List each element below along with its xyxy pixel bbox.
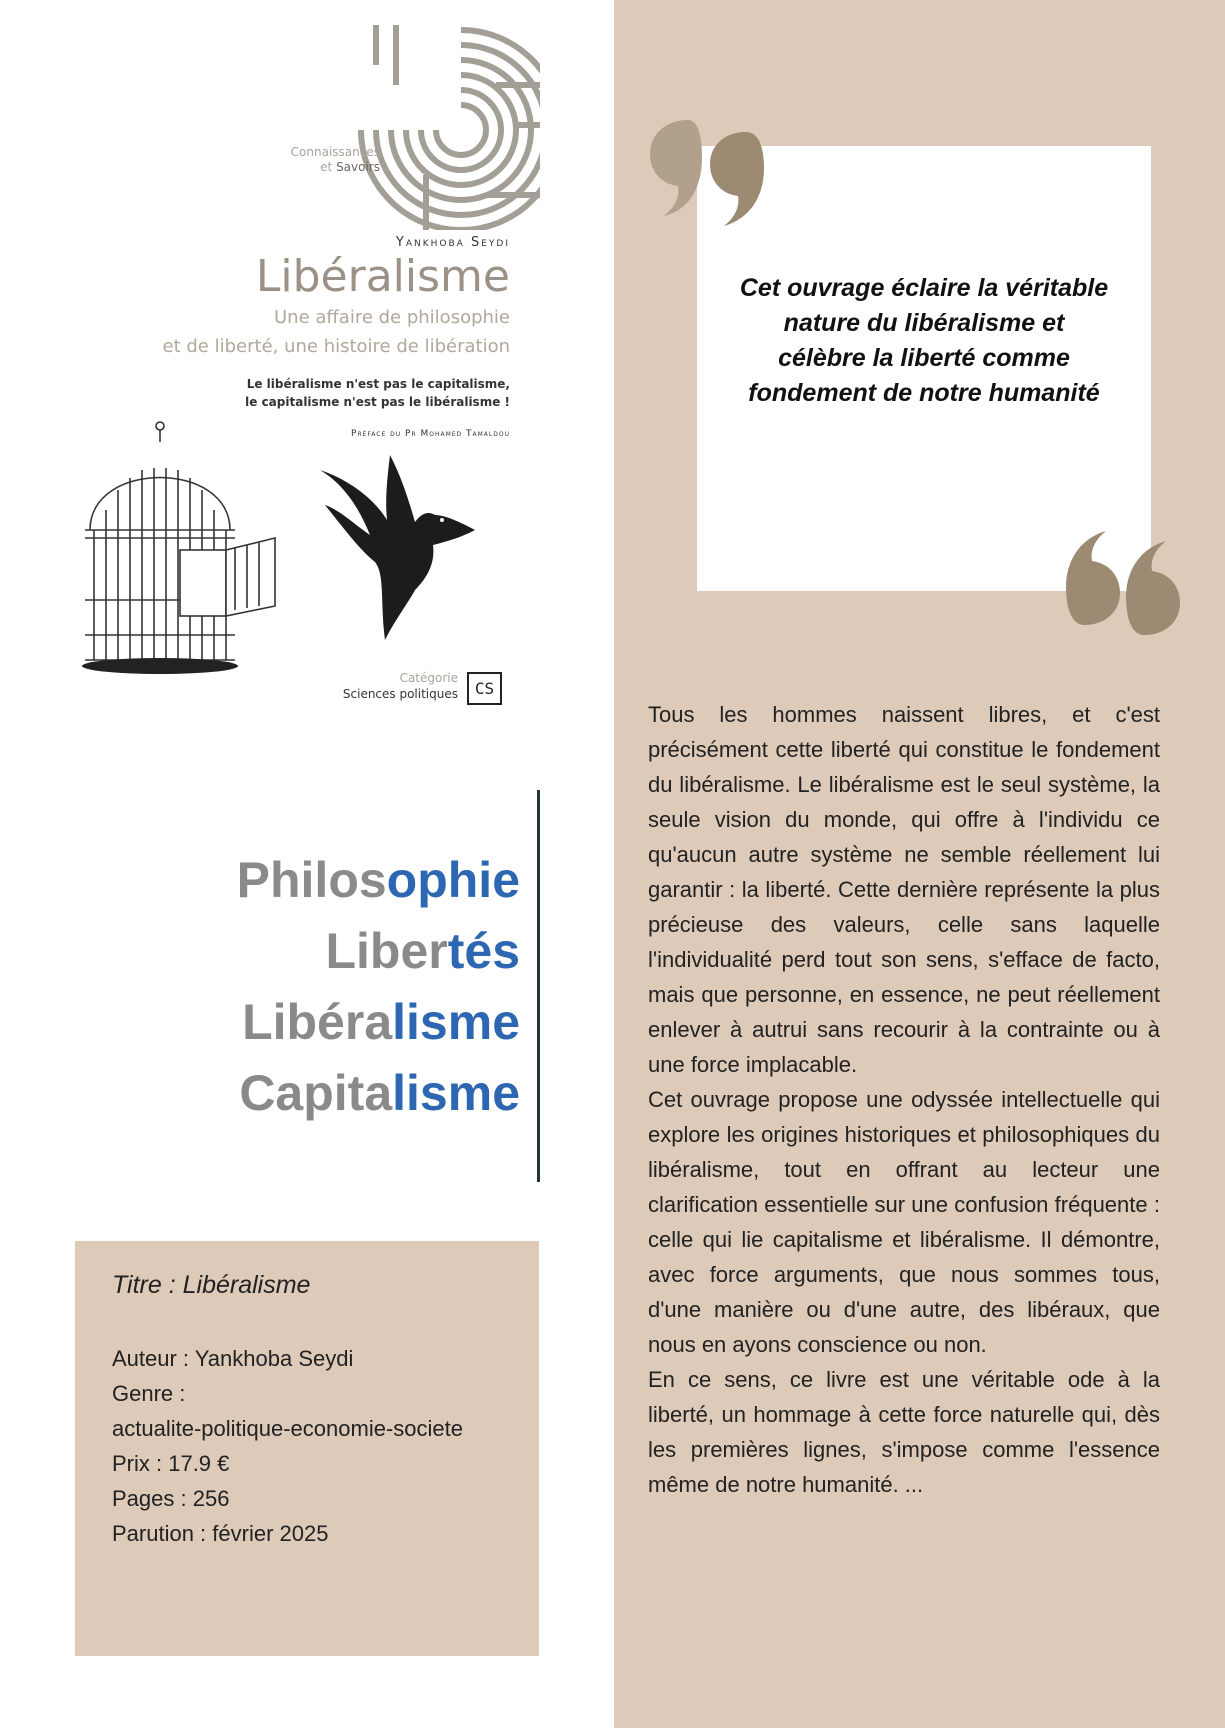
info-pages: Pages : 256 (112, 1486, 230, 1511)
description-paragraph-3: En ce sens, ce livre est une véritable ode à la liberté, un hommage à cette force naturelle qui, dès les premières lignes, s'impose comme l'essence même de notre humanité. ... (648, 1367, 1160, 1497)
description-text (648, 697, 1160, 1502)
info-title: Titre : Libéralisme (112, 1271, 311, 1299)
description-paragraph-1: Tous les hommes naissent libres, et c'est précisément cette liberté qui constitue le fondement du libéralisme. Le libéralisme est le seul système, la seule vision du monde, qui offre à l'individu ce qu'aucun autre système ne semble réellement lui garantir : la liberté. Cette dernière représente la plus précieuse des valeurs, celle sans laquelle l'individualité perd tout son sens, s'efface de facto, mais que personne, en essence, ne peut réellement enlever à autrui sans recourir à la contrainte ou à une force implacable. (648, 702, 1160, 1077)
open-quote-icon (650, 120, 770, 230)
cover-title: Libéralisme (255, 251, 510, 302)
quote-text: Cet ouvrage éclaire la véritable nature du libéralisme et célèbre la liberté comme fondement de notre humanité (739, 274, 1109, 407)
keyword-capitalisme: Capitalisme (239, 1065, 520, 1121)
keyword-philosophie: Philosophie (236, 852, 520, 908)
cover-subtitle-2: et de liberté, une histoire de libération (162, 336, 510, 357)
category-badge: CS (467, 672, 502, 705)
description-paragraph-2: Cet ouvrage propose une odyssée intellectuelle qui explore les origines historiques et philosophiques du libéralisme, tout en offrant au lecteur une clarification essentielle sur une confusion fréquente : celle qui lie capitalisme et libéralisme. Il démontre, avec force arguments, que nous sommes tous, d'une manière ou d'une autre, des libéraux, que nous en ayons conscience ou non. (648, 1087, 1160, 1357)
info-list (112, 1341, 532, 1551)
info-genre-value: actualite-politique-economie-societe (112, 1416, 463, 1441)
cover-tagline-1: Le libéralisme n'est pas le capitalisme, (246, 377, 510, 391)
cover-tagline-2: le capitalisme n'est pas le libéralisme ! (245, 395, 510, 409)
category-label: Catégorie Sciences politiques (342, 671, 458, 701)
cover-author: Yankhoba Seydi (395, 235, 510, 250)
keywords-divider (537, 790, 540, 1182)
info-genre-label: Genre : (112, 1381, 186, 1406)
keyword-liberalisme: Libéralisme (242, 994, 520, 1050)
dove-illustration (315, 450, 485, 645)
cover-subtitle-1: Une affaire de philosophie (273, 307, 510, 328)
collection-label: Connaissances et Savoirs (290, 145, 380, 174)
info-author: Auteur : Yankhoba Seydi (112, 1346, 354, 1371)
close-quote-icon (1060, 525, 1180, 635)
info-price: Prix : 17.9 € (112, 1451, 230, 1476)
book-info-box (75, 1241, 539, 1656)
book-cover (70, 25, 540, 715)
info-release: Parution : février 2025 (112, 1521, 329, 1546)
birdcage-illustration (80, 420, 285, 690)
maze-logo (336, 25, 540, 230)
cover-preface: Préface du Pr Mohamed Tamaldou (351, 429, 510, 439)
keywords-block (237, 845, 520, 1129)
keyword-libertes: Libertés (325, 923, 520, 979)
